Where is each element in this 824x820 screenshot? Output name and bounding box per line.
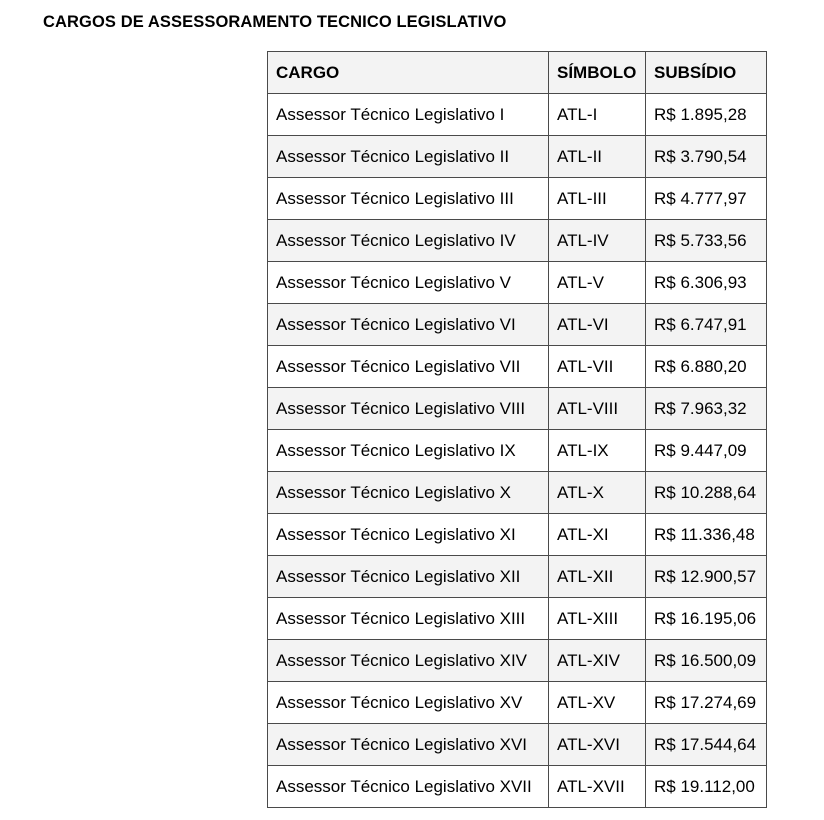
table-row [268, 556, 767, 598]
table-row [268, 682, 767, 724]
cell-subsidio: R$ 6.306,93 [646, 262, 767, 304]
cell-cargo: Assessor Técnico Legislativo XV [268, 682, 549, 724]
table-row [268, 472, 767, 514]
cell-simbolo: ATL-X [549, 472, 646, 514]
cell-cargo: Assessor Técnico Legislativo XII [268, 556, 549, 598]
cell-simbolo: ATL-IX [549, 430, 646, 472]
cell-simbolo: ATL-III [549, 178, 646, 220]
cell-subsidio: R$ 6.747,91 [646, 304, 767, 346]
cell-simbolo: ATL-XI [549, 514, 646, 556]
header-cargo: CARGO [268, 52, 549, 94]
cell-cargo: Assessor Técnico Legislativo XIII [268, 598, 549, 640]
cell-cargo: Assessor Técnico Legislativo XVI [268, 724, 549, 766]
cell-simbolo: ATL-I [549, 94, 646, 136]
cell-simbolo: ATL-V [549, 262, 646, 304]
cell-subsidio: R$ 16.500,09 [646, 640, 767, 682]
cell-simbolo: ATL-VII [549, 346, 646, 388]
cell-subsidio: R$ 3.790,54 [646, 136, 767, 178]
cell-simbolo: ATL-VIII [549, 388, 646, 430]
cell-subsidio: R$ 5.733,56 [646, 220, 767, 262]
cell-cargo: Assessor Técnico Legislativo IV [268, 220, 549, 262]
header-subsidio: SUBSÍDIO [646, 52, 767, 94]
cell-cargo: Assessor Técnico Legislativo VIII [268, 388, 549, 430]
table-row [268, 640, 767, 682]
table-row [268, 178, 767, 220]
cell-cargo: Assessor Técnico Legislativo XVII [268, 766, 549, 808]
cell-cargo: Assessor Técnico Legislativo VI [268, 304, 549, 346]
cell-subsidio: R$ 6.880,20 [646, 346, 767, 388]
cell-cargo: Assessor Técnico Legislativo II [268, 136, 549, 178]
cell-cargo: Assessor Técnico Legislativo III [268, 178, 549, 220]
cell-simbolo: ATL-XV [549, 682, 646, 724]
table-row [268, 304, 767, 346]
cell-simbolo: ATL-II [549, 136, 646, 178]
table-row [268, 514, 767, 556]
table-row [268, 724, 767, 766]
cell-subsidio: R$ 12.900,57 [646, 556, 767, 598]
table-row [268, 262, 767, 304]
table-row [268, 388, 767, 430]
cell-cargo: Assessor Técnico Legislativo X [268, 472, 549, 514]
cell-cargo: Assessor Técnico Legislativo XIV [268, 640, 549, 682]
cell-simbolo: ATL-XVI [549, 724, 646, 766]
cell-subsidio: R$ 19.112,00 [646, 766, 767, 808]
cell-subsidio: R$ 10.288,64 [646, 472, 767, 514]
cell-subsidio: R$ 17.544,64 [646, 724, 767, 766]
cell-cargo: Assessor Técnico Legislativo XI [268, 514, 549, 556]
table-row [268, 94, 767, 136]
table-body [268, 94, 767, 808]
cell-simbolo: ATL-IV [549, 220, 646, 262]
table-row [268, 766, 767, 808]
cell-simbolo: ATL-VI [549, 304, 646, 346]
cell-cargo: Assessor Técnico Legislativo VII [268, 346, 549, 388]
cell-cargo: Assessor Técnico Legislativo I [268, 94, 549, 136]
page-title: CARGOS DE ASSESSORAMENTO TECNICO LEGISLATIVO [43, 13, 507, 31]
cargos-table [267, 51, 767, 808]
cell-subsidio: R$ 16.195,06 [646, 598, 767, 640]
table-row [268, 346, 767, 388]
cell-simbolo: ATL-XVII [549, 766, 646, 808]
cell-subsidio: R$ 17.274,69 [646, 682, 767, 724]
cell-subsidio: R$ 11.336,48 [646, 514, 767, 556]
table-row [268, 220, 767, 262]
cell-cargo: Assessor Técnico Legislativo V [268, 262, 549, 304]
cell-simbolo: ATL-XIV [549, 640, 646, 682]
cell-simbolo: ATL-XIII [549, 598, 646, 640]
cell-subsidio: R$ 1.895,28 [646, 94, 767, 136]
cell-subsidio: R$ 7.963,32 [646, 388, 767, 430]
cell-subsidio: R$ 9.447,09 [646, 430, 767, 472]
cell-cargo: Assessor Técnico Legislativo IX [268, 430, 549, 472]
header-simbolo: SÍMBOLO [549, 52, 646, 94]
cell-simbolo: ATL-XII [549, 556, 646, 598]
table-row [268, 136, 767, 178]
table-row [268, 598, 767, 640]
cell-subsidio: R$ 4.777,97 [646, 178, 767, 220]
table-header-row [268, 52, 767, 94]
table-row [268, 430, 767, 472]
